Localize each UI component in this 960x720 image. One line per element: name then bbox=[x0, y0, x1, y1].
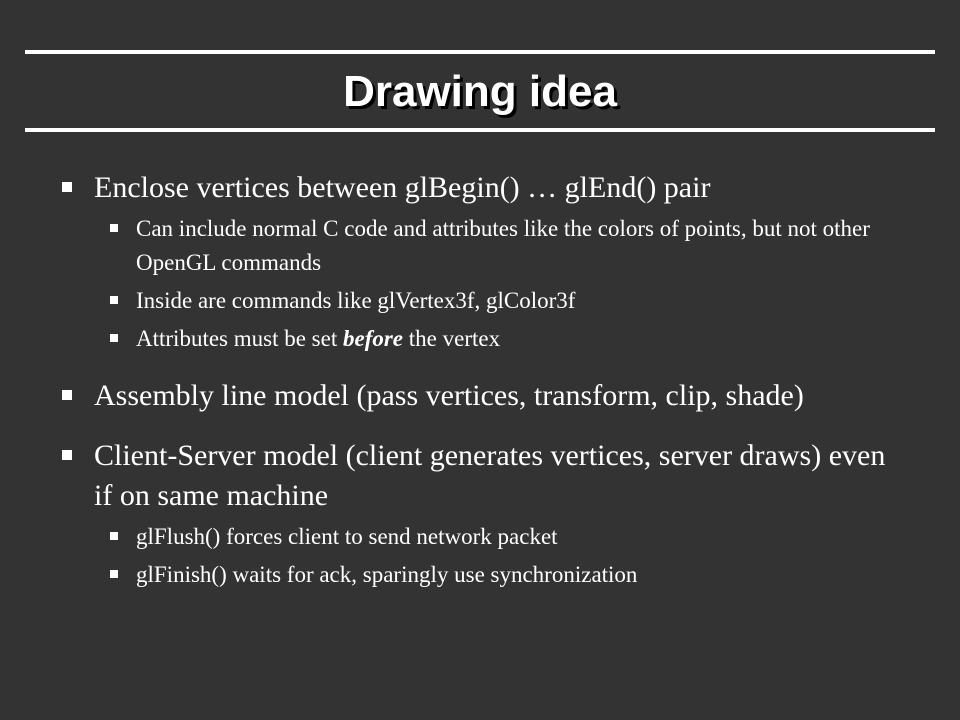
square-bullet-icon bbox=[62, 390, 72, 400]
square-bullet-icon bbox=[110, 224, 118, 232]
square-bullet-icon bbox=[110, 334, 118, 342]
sub-bullet-text: Inside are commands like glVertex3f, glColor3f bbox=[136, 288, 576, 313]
top-rule bbox=[25, 50, 935, 54]
sub-bullet-item bbox=[60, 558, 900, 592]
sub-bullet-item bbox=[60, 520, 900, 554]
square-bullet-icon bbox=[110, 296, 118, 304]
sub-bullet-text: glFlush() forces client to send network packet bbox=[136, 524, 558, 549]
bullet-item bbox=[60, 168, 900, 208]
sub-bullet-item bbox=[60, 284, 900, 318]
sub-bullet-text-end: the vertex bbox=[403, 326, 501, 351]
bullet-item bbox=[60, 436, 900, 516]
slide-title: Drawing idea bbox=[343, 67, 617, 116]
square-bullet-icon bbox=[110, 570, 118, 578]
square-bullet-icon bbox=[62, 182, 72, 192]
bullet-text: Client-Server model (client generates vertices, server draws) even if on same machine bbox=[94, 439, 886, 512]
sub-bullet-text-start: Attributes must be set bbox=[136, 326, 343, 351]
sub-bullet-text: glFinish() waits for ack, sparingly use synchronization bbox=[136, 562, 638, 587]
bullet-item bbox=[60, 376, 900, 416]
bullet-text: Enclose vertices between glBegin() … glEnd() pair bbox=[94, 171, 711, 204]
square-bullet-icon bbox=[62, 450, 72, 460]
bottom-rule bbox=[25, 128, 935, 132]
sub-bullet-item bbox=[60, 212, 900, 280]
slide-content bbox=[60, 168, 900, 592]
sub-bullet-text: Can include normal C code and attributes like the colors of points, but not other OpenGL commands bbox=[136, 216, 870, 275]
square-bullet-icon bbox=[110, 532, 118, 540]
sub-bullet-item bbox=[60, 322, 900, 356]
sub-bullet-emphasis: before bbox=[342, 326, 404, 351]
bullet-text: Assembly line model (pass vertices, transform, clip, shade) bbox=[94, 379, 804, 412]
